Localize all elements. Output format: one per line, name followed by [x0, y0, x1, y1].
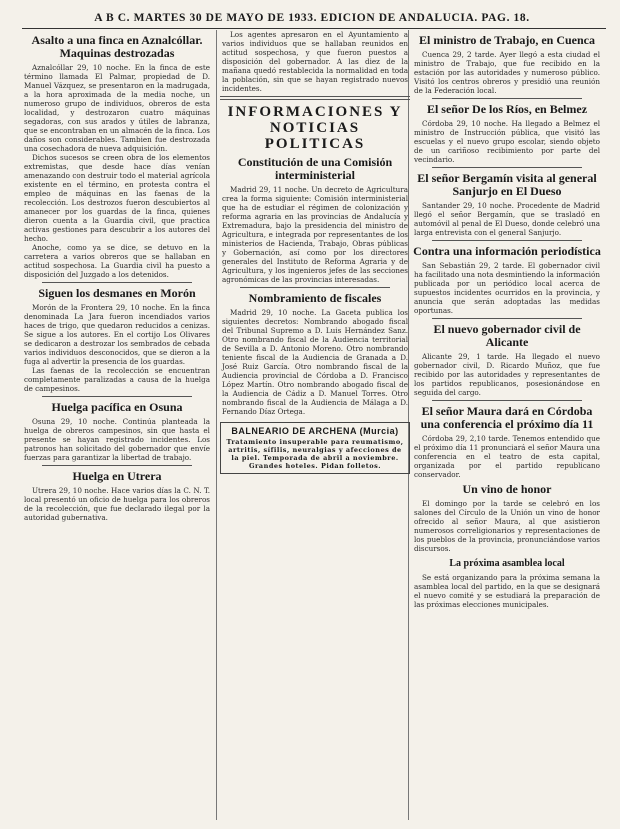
- article-body: Cuenca 29, 2 tarde. Ayer llegó a esta ciudad el ministro de Trabajo, que fue recibido en la estación por las autoridades y numeroso público. Visitó los centros obreros y presidió una reunión de la Federación local.: [414, 50, 600, 95]
- top-rule: [22, 28, 606, 29]
- headline-maura: El señor Maura dará en Córdoba una conferencia el próximo día 11: [420, 404, 594, 431]
- column-right: [412, 30, 602, 820]
- separator: [432, 98, 582, 99]
- article-body: Córdoba 29, 10 noche. Ha llegado a Belmez el ministro de Instrucción pública, que visitó las escuelas y el nuevo grupo escolar, siendo objeto de un cariñoso recibimiento por parte del vecindario.: [414, 119, 600, 164]
- separator: [432, 240, 582, 241]
- article-body: Se está organizando para la próxima semana la asamblea local del partido, en la que se designará el nuevo comité y se estudiará la preparación de las próximas elecciones municipales.: [414, 573, 600, 609]
- separator: [42, 282, 192, 283]
- ad-body: Tratamiento insuperable para reumatismo, artritis, sífilis, neuralgias y afecciones de la piel. Temporada de abril a noviembre. Grandes hoteles. Pidan folletos.: [226, 438, 404, 470]
- article-body: Los agentes apresaron en el Ayuntamiento a varios individuos que se hallaban reunidos en actitud sospechosa, y que fueron puestos a disposición del gobernador. A las diez de la mañana quedó restablecida la normalidad en toda la población, sin que se hayan registrado nuevos incidentes.: [222, 30, 408, 93]
- article-body: Madrid 29, 11 noche. Un decreto de Agricultura crea la forma siguiente: Comisión interministerial que ha de estudiar el régimen de colonización y reforma agraria en las provincias de Andalucía y Extremadura, bajo la presidencia del ministro de Agricultura, e integrada por representantes de los ministerios de Hacienda, Trabajo, Obras públicas y Gobernación, así como por los directores generales del Instituto de Reforma Agraria y de Agricultura, y los ingenieros jefes de las secciones agronómicas de las provincias interesadas.: [222, 185, 408, 284]
- headline-comision: Constitución de una Comisión interministerial: [237, 155, 393, 182]
- headline-moron: Siguen los desmanes en Morón: [38, 286, 196, 300]
- separator: [42, 465, 192, 466]
- headline-trabajo-cuenca: El ministro de Trabajo, en Cuenca: [418, 33, 595, 47]
- double-separator: [220, 96, 410, 100]
- article-body: Morón de la Frontera 29, 10 noche. En la finca denominada La Jara fueron incendiados varios haces de trigo, que quedaron reducidos a cenizas. Se sigue a los autores. En el cortijo Los Olivares se dedicaron a destrozar los sembrados de cebada varios individuos desconocidos, que se dieron a la fuga al advertir la presencia de los guardas.: [24, 303, 210, 366]
- article-body: Dichos sucesos se creen obra de los elementos extremistas, que desde hace días venían amenazando con destruir todo el material agrícola existente en el término, en protesta contra el empleo de máquinas en las faenas de la recolección. Los destrozos fueron descubiertos al amanecer por los guardas de la finca, quienes dieron cuenta a la Guardia civil, que practica activas gestiones para descubrir a los autores del hecho.: [24, 153, 210, 243]
- advertisement: [220, 422, 410, 474]
- headline-alicante: El nuevo gobernador civil de Alicante: [433, 322, 581, 349]
- article-body: Aznalcóllar 29, 10 noche. En la finca de este término llamada El Palmar, propiedad de D. Manuel Vázquez, se presentaron en la madrugada, a la hora aproximada de la media noche, un numeroso grupo de individuos, obreros de esta localidad, y destrozaron cuatro máquinas segadoras, con sus arados y útiles de labranza, que se encontraban en un almacén de la finca. Los daños son considerables. Tambien fue destrozada una cosechadora de nueva adquisición.: [24, 63, 210, 153]
- article-body: San Sebastián 29, 2 tarde. El gobernador civil ha facilitado una nota desmintiendo la información publicada por un periódico local acerca de supuestos incidentes ocurridos en la provincia, y anuncia que serán adoptadas las medidas oportunas.: [414, 261, 600, 315]
- article-body: Alicante 29, 1 tarde. Ha llegado el nuevo gobernador civil, D. Ricardo Muñoz, que fue recibido por las autoridades y representantes de los partidos republicanos, posesionándose en seguida del cargo.: [414, 352, 600, 397]
- column-middle: [220, 30, 410, 820]
- article-body: Utrera 29, 10 noche. Hace varios días la C. N. T. local presentó un oficio de huelga para los obreros de la recolección, que fue declarado ilegal por la autoridad gubernativa.: [24, 486, 210, 522]
- column-left: [22, 30, 212, 820]
- separator: [42, 396, 192, 397]
- page-masthead: A B C. MARTES 30 DE MAYO DE 1933. EDICION DE ANDALUCIA. PAG. 18.: [94, 12, 530, 24]
- separator: [432, 400, 582, 401]
- column-divider: [216, 30, 217, 820]
- headline-bergamin: El señor Bergamín visita al general Sanjurjo en El Dueso: [417, 171, 597, 198]
- separator: [432, 167, 582, 168]
- headline-fiscales: Nombramiento de fiscales: [248, 291, 382, 305]
- article-body: Santander 29, 10 noche. Procedente de Madrid llegó el señor Bergamín, que se trasladó en automóvil al penal de El Dueso, donde celebró una larga entrevista con el general Sanjurjo.: [414, 201, 600, 237]
- headline-aznalcollar: Asalto a una finca en Aznalcóllar. Maquinas destrozadas: [31, 33, 203, 60]
- article-body: Anoche, como ya se dice, se detuvo en la carretera a varios obreros que se hallaban en actitud sospechosa. La Guardia civil ha puesto a disposición del Juzgado a los detenidos.: [24, 243, 210, 279]
- article-body: Las faenas de la recolección se encuentran completamente paralizadas a causa de la huelga de campesinos.: [24, 366, 210, 393]
- article-body: Madrid 29, 10 noche. La Gaceta publica los siguientes decretos: Nombrando abogado fiscal del Tribunal Supremo a D. Luis Hernández Sanz. Otro nombrando fiscal de la Audiencia territorial de Sevilla a D. Antonio Moreno. Otro nombrando teniente fiscal de la Audiencia de Granada a D. José Ruiz García. Otro nombrando fiscal de la Audiencia provincial de Córdoba a D. Francisco López Martín. Otro nombrando abogado fiscal de la Audiencia de Cádiz a D. Manuel Torres. Otro nombrando fiscal de la Audiencia de Málaga a D. Fernando Díaz Ortega.: [222, 308, 408, 416]
- article-body: El domingo por la tarde se celebró en los salones del Círculo de la Unión un vino de honor ofrecido al señor Maura, al que asistieron numerosos correligionarios y representaciones de los pueblos de la provincia, pronunciándose varios discursos.: [414, 499, 600, 553]
- article-body: Osuna 29, 10 noche. Continúa planteada la huelga de obreros campesinos, sin que hasta el presente se hayan registrado incidentes. Los patronos han solicitado del gobernador que envíe fuerzas para garantizar la libertad de trabajo.: [24, 417, 210, 462]
- headline-rios-belmez: El señor De los Ríos, en Belmez: [426, 102, 588, 116]
- separator: [240, 287, 390, 288]
- section-title: INFORMACIONES Y NOTICIAS POLITICAS: [227, 104, 403, 152]
- headline-vino-honor: Un vino de honor: [462, 482, 552, 496]
- ad-title: BALNEARIO DE ARCHENA (Murcia): [231, 426, 399, 436]
- headline-informacion: Contra una información periodística: [413, 244, 601, 258]
- headline-asamblea: La próxima asamblea local: [449, 558, 565, 569]
- article-body: Córdoba 29, 2,10 tarde. Tenemos entendido que el próximo día 11 pronunciará el señor Maura una conferencia en el teatro de esta capital, organizada por el partido republicano conservador.: [414, 434, 600, 479]
- separator: [432, 318, 582, 319]
- headline-utrera: Huelga en Utrera: [72, 469, 162, 483]
- headline-osuna: Huelga pacífica en Osuna: [51, 400, 183, 414]
